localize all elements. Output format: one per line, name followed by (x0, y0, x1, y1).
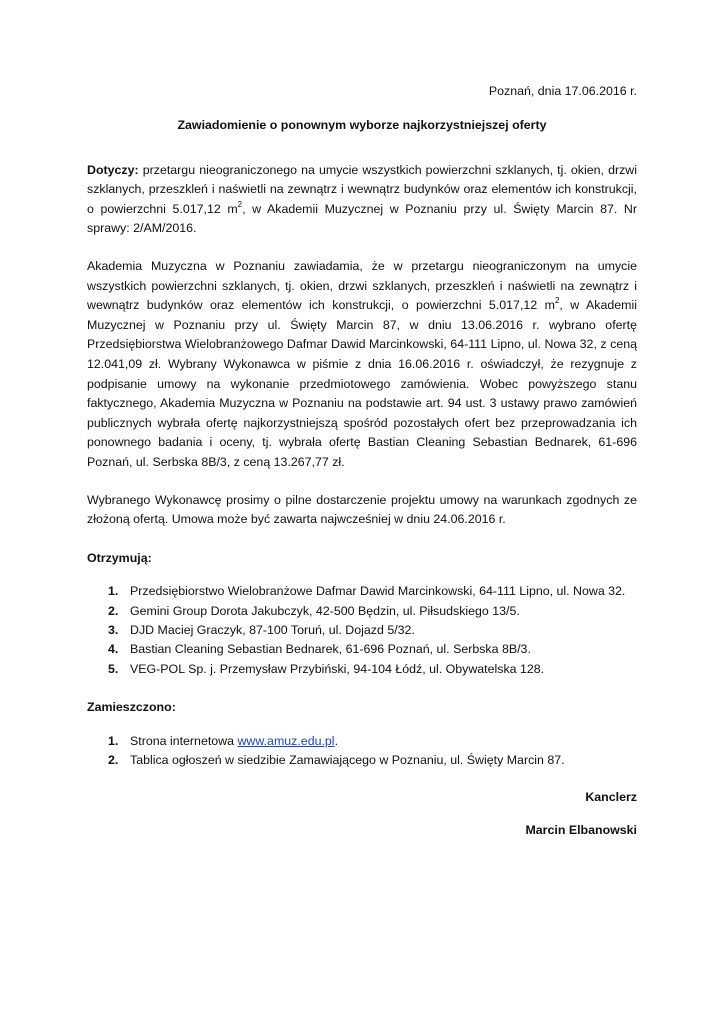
document-date: Poznań, dnia 17.06.2016 r. (488, 84, 637, 98)
list-number: 3. (108, 623, 119, 638)
subject-superscript: 2 (237, 199, 243, 209)
decision-paragraph (87, 257, 637, 473)
list-number: 2. (108, 753, 119, 768)
published-list (87, 732, 637, 771)
list-item (87, 751, 637, 770)
website-link[interactable]: www.amuz.edu.pl (237, 733, 335, 748)
list-item-text: DJD Maciej Graczyk, 87-100 Toruń, ul. Dojazd 5/32. (130, 623, 415, 638)
list-item (87, 640, 637, 659)
published-heading: Zamieszczono: (87, 700, 176, 715)
list-item-text: Strona internetowa (130, 733, 238, 748)
recipients-list (87, 582, 637, 679)
list-item (87, 602, 637, 621)
list-item-text: Przedsiębiorstwo Wielobranżowe Dafmar Dawid Marcinkowski, 64-111 Lipno, ul. Nowa 32. (130, 584, 626, 599)
subject-label: Dotyczy: (87, 162, 139, 177)
document-page (87, 82, 637, 841)
list-number: 5. (108, 661, 119, 676)
list-number: 2. (108, 603, 119, 618)
list-item (87, 621, 637, 640)
list-item-text: VEG-POL Sp. j. Przemysław Przybiński, 94-104 Łódź, ul. Obywatelska 128. (130, 661, 545, 676)
document-title: Zawiadomienie o ponownym wyborze najkorzystniejszej oferty (177, 118, 547, 132)
decision-text-part2: , w Akademii Muzycznej w Poznaniu przy ul. Święty Marcin 87, w dniu 13.06.2016 r. wybrano ofertę Przedsiębiorstwa Wielobranżowego Dafmar Dawid Marcinkowski, 64-111 Lipno, ul. Nowa 32, z ceną 12.041,09 zł. Wybrany Wykonawca w piśmie z dnia 16.06.2016 r. oświadczył, że rezygnuje z podpisanie umowy na wykonanie przedmiotowego zamówienia. Wobec powyższego stanu faktycznego, Akademia Muzyczna w Poznaniu na podstawie art. 94 ust. 3 ustawy prawo zamówień publicznych wybrała ofertę najkorzystniejszą spośród pozostałych ofert bez przeprowadzania ich ponownego badania i oceny, tj. wybrała ofertę Bastian Cleaning Sebastian Bednarek, 61-696 Poznań, ul. Serbska 8B/3, z ceną 13.267,77 zł. (87, 298, 637, 469)
list-item-text: Bastian Cleaning Sebastian Bednarek, 61-696 Poznań, ul. Serbska 8B/3. (130, 642, 531, 657)
decision-superscript: 2 (554, 296, 560, 306)
recipients-heading: Otrzymują: (87, 550, 152, 565)
subject-text-part2: , w Akademii Muzycznej w Poznaniu przy ul. Święty Marcin 87. Nr sprawy: 2/AM/2016. (87, 201, 637, 236)
list-number: 1. (108, 733, 119, 748)
request-paragraph: Wybranego Wykonawcę prosimy o pilne dostarczenie projektu umowy na warunkach zgodnych ze złożoną ofertą. Umowa może być zawarta najwcześniej w dniu 24.06.2016 r. (87, 492, 637, 527)
list-item (87, 732, 637, 751)
subject-paragraph (87, 161, 637, 239)
decision-text-part1: Akademia Muzyczna w Poznaniu zawiadamia, że w przetargu nieograniczonym na umycie wszystkich powierzchni szklanych, tj. okien, drzwi szklanych, przeszkleń i naświetli na zewnątrz i wewnątrz budynków oraz elementów ich konstrukcji, o powierzchni 5.017,12 m (87, 258, 637, 313)
list-number: 1. (108, 584, 119, 599)
list-item-text-end: . (334, 733, 339, 748)
subject-text-part1: przetargu nieograniczonego na umycie wszystkich powierzchni szklanych, tj. okien, drzwi szklanych, przeszkleń i naświetli na zewnątrz i wewnątrz budynków oraz elementów ich konstrukcji, o powierzchni 5.017,12 m (87, 162, 637, 216)
list-item-text: Gemini Group Dorota Jakubczyk, 42-500 Będzin, ul. Piłsudskiego 13/5. (130, 603, 520, 618)
signature-role: Kanclerz (585, 789, 637, 804)
list-item (87, 582, 637, 601)
signature-name: Marcin Elbanowski (525, 823, 637, 838)
list-item-text: Tablica ogłoszeń w siedzibie Zamawiającego w Poznaniu, ul. Święty Marcin 87. (130, 753, 565, 768)
list-item (87, 660, 637, 679)
list-number: 4. (108, 642, 119, 657)
